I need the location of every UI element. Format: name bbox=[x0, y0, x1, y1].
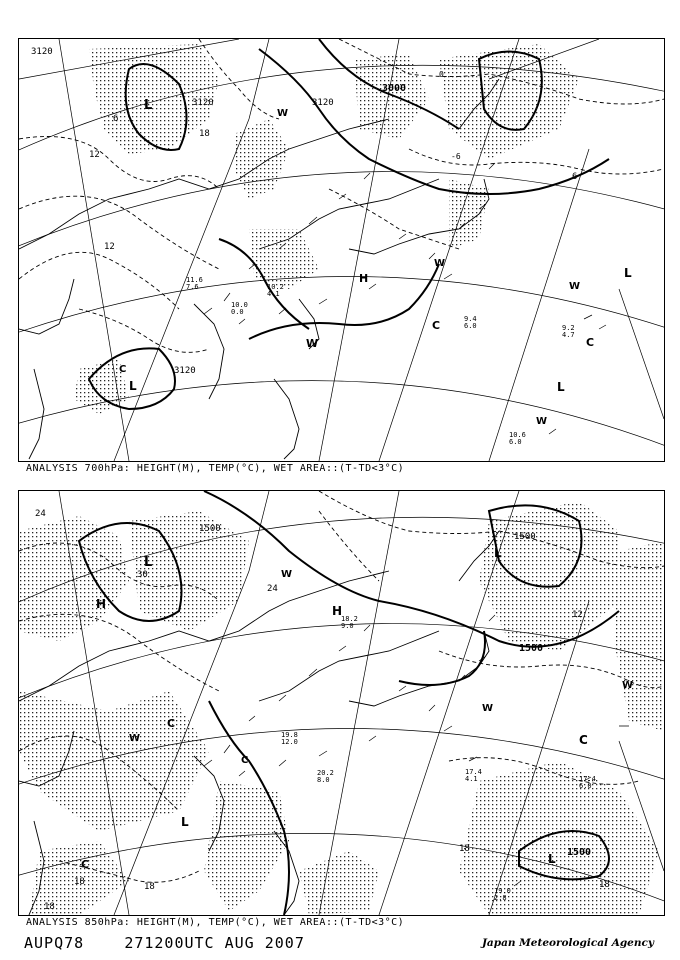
station-dewpoint: 8.0 bbox=[317, 776, 330, 784]
temp-label: 6 bbox=[572, 172, 578, 182]
temp-label: 18 bbox=[74, 877, 85, 887]
station-temp: 18.2 bbox=[341, 615, 358, 623]
chart-700hpa bbox=[18, 38, 665, 462]
height-label: 1500 bbox=[519, 643, 544, 654]
height-label: 1500 bbox=[567, 847, 592, 858]
station-dewpoint: 4.7 bbox=[562, 331, 575, 339]
station-temp: 19.0 bbox=[494, 887, 511, 895]
cold-symbol: C bbox=[81, 858, 90, 871]
height-label: 3120 bbox=[312, 98, 334, 108]
station-temp: 17.4 bbox=[465, 768, 482, 776]
temp-label: 18 bbox=[459, 844, 470, 854]
cold-symbol: C bbox=[167, 717, 176, 730]
station-dewpoint: 0.0 bbox=[231, 308, 244, 316]
height-label: 3120 bbox=[174, 366, 196, 376]
chart-identifier bbox=[24, 934, 305, 952]
station-dewpoint: 4.1 bbox=[465, 775, 478, 783]
low-symbol: L bbox=[181, 815, 189, 829]
station-temp: 9.2 bbox=[562, 324, 575, 332]
temp-label: 18 bbox=[199, 129, 210, 139]
warm-symbol: W bbox=[281, 569, 293, 580]
chart-id: AUPQ78 bbox=[24, 934, 85, 952]
warm-symbol: W bbox=[622, 680, 634, 691]
temp-label: 12 bbox=[104, 242, 115, 252]
chart-850hpa-map bbox=[19, 491, 664, 915]
height-label: 3000 bbox=[382, 83, 407, 94]
temp-label: -6 bbox=[451, 152, 461, 161]
low-symbol: L bbox=[144, 98, 153, 113]
temp-label: 12 bbox=[89, 150, 100, 160]
high-symbol: H bbox=[96, 597, 107, 611]
station-dewpoint: 4.1 bbox=[267, 290, 280, 298]
warm-symbol: W bbox=[536, 416, 548, 427]
station-temp: 10.0 bbox=[231, 301, 248, 309]
temp-label: 24 bbox=[267, 584, 278, 594]
station-temp: 11.6 bbox=[186, 276, 203, 284]
temp-label: 6 bbox=[113, 114, 119, 124]
low-symbol: L bbox=[144, 555, 153, 570]
cold-symbol: C bbox=[241, 755, 249, 766]
station-temp: 17.4 bbox=[579, 775, 596, 783]
cold-symbol: C bbox=[586, 336, 595, 349]
temp-label: 18 bbox=[599, 880, 610, 890]
station-marks-700 bbox=[204, 163, 606, 434]
warm-symbol: W bbox=[569, 281, 581, 292]
high-symbol: H bbox=[359, 272, 369, 285]
low-symbol: L bbox=[494, 546, 502, 560]
temp-label: 18 bbox=[144, 882, 155, 892]
low-symbol: L bbox=[129, 379, 137, 393]
cold-symbol: C bbox=[119, 364, 127, 375]
temp-label: 18 bbox=[44, 902, 55, 912]
chart-700hpa-map bbox=[19, 39, 664, 461]
chart-700hpa-caption: ANALYSIS 700hPa: HEIGHT(M), TEMP(°C), WET AREA::(T-TD<3°C) bbox=[26, 463, 405, 474]
station-dewpoint: 6.0 bbox=[509, 438, 522, 446]
temp-label: 0 bbox=[439, 70, 444, 79]
warm-symbol: W bbox=[434, 258, 446, 269]
height-label: 1500 bbox=[514, 532, 536, 542]
station-temp: 20.2 bbox=[317, 769, 334, 777]
chart-850hpa bbox=[18, 490, 665, 916]
cold-symbol: C bbox=[579, 733, 588, 747]
high-symbol: H bbox=[332, 604, 343, 618]
station-dewpoint: 2.8 bbox=[494, 894, 507, 902]
agency-name: Japan Meteorological Agency bbox=[481, 937, 654, 949]
height-label: 3120 bbox=[31, 47, 53, 57]
chart-850hpa-caption: ANALYSIS 850hPa: HEIGHT(M), TEMP(°C), WET AREA::(T-TD<3°C) bbox=[26, 917, 405, 928]
warm-symbol: W bbox=[482, 703, 494, 714]
station-temp: 10.6 bbox=[509, 431, 526, 439]
station-dewpoint: 6.0 bbox=[579, 782, 592, 790]
low-symbol: L bbox=[548, 852, 556, 866]
low-symbol: L bbox=[557, 380, 565, 394]
warm-symbol: W bbox=[277, 108, 289, 119]
warm-symbol: W bbox=[129, 733, 141, 744]
height-label: 1500 bbox=[199, 524, 221, 534]
temp-label: 24 bbox=[35, 509, 46, 519]
station-temp: 10.2 bbox=[267, 283, 284, 291]
temp-label: 30 bbox=[137, 570, 148, 580]
valid-time: 271200UTC AUG 2007 bbox=[124, 934, 305, 952]
warm-symbol: W bbox=[306, 337, 319, 350]
temp-label: 12 bbox=[572, 610, 583, 620]
station-dewpoint: 12.0 bbox=[281, 738, 298, 746]
height-label: 3120 bbox=[192, 98, 214, 108]
station-dewpoint: 9.0 bbox=[341, 622, 354, 630]
station-dewpoint: 7.6 bbox=[186, 283, 199, 291]
station-temp: 19.8 bbox=[281, 731, 298, 739]
low-symbol: L bbox=[624, 266, 632, 280]
station-dewpoint: 6.0 bbox=[464, 322, 477, 330]
station-temp: 9.4 bbox=[464, 315, 477, 323]
cold-symbol: C bbox=[432, 319, 441, 332]
